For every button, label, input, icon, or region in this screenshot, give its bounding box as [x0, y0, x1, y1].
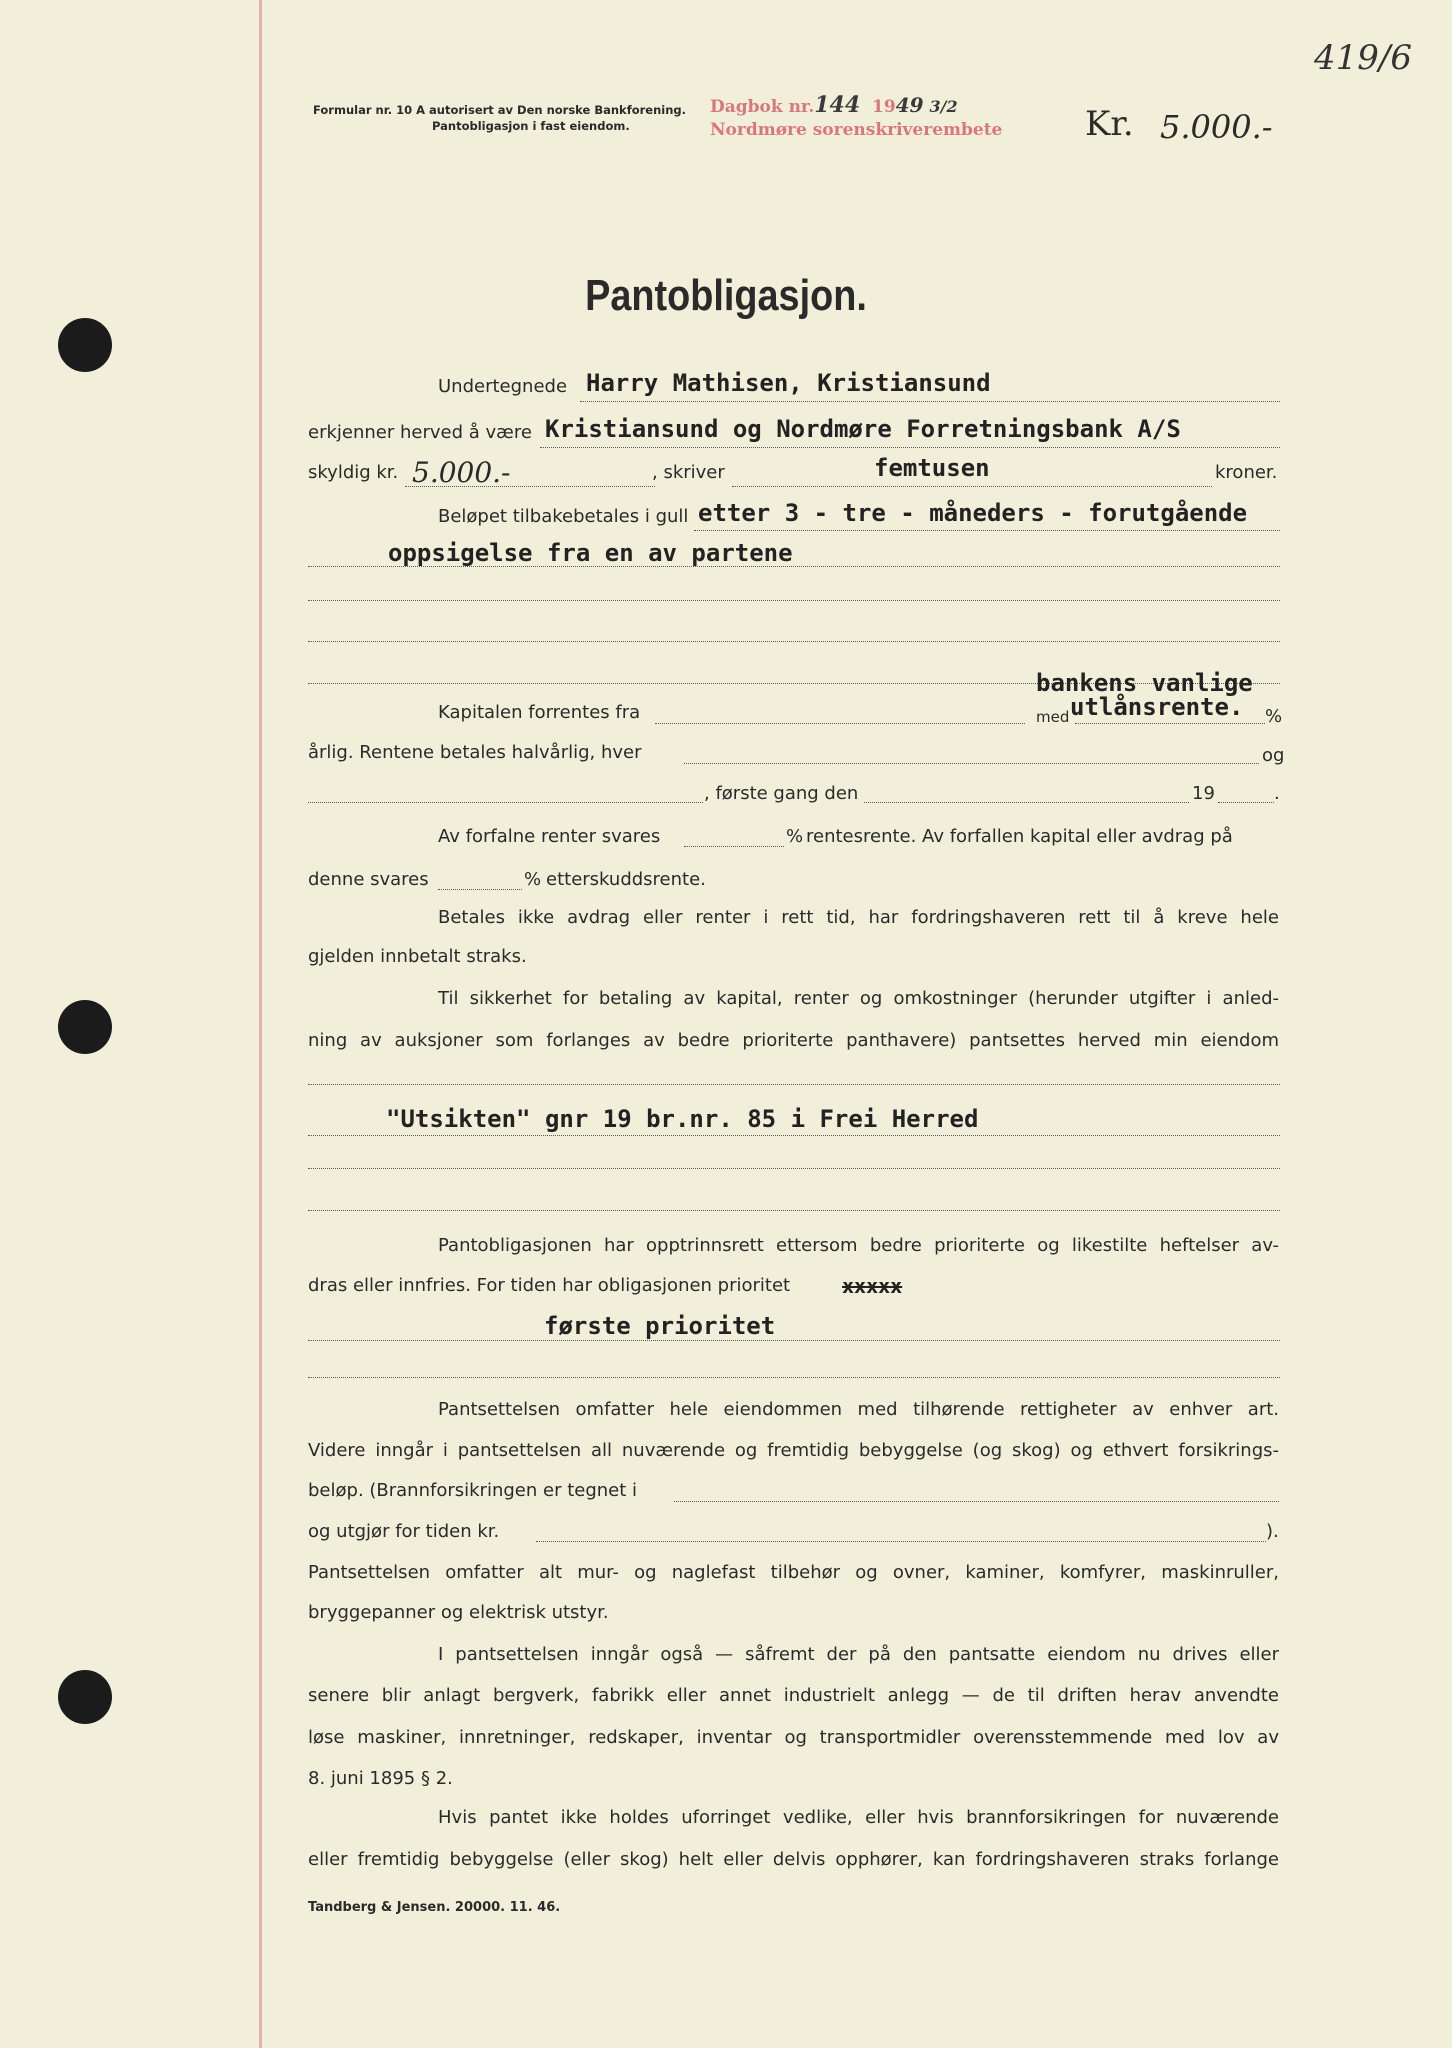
binder-hole-top — [58, 318, 112, 372]
denne-line — [438, 889, 522, 890]
sikkerhet-line2: ning av auksjoner som forlanges av bedre prioriterte panthavere) pantsettes herved min eiendom — [308, 1030, 1279, 1051]
rente-value-line2: utlånsrente. — [1070, 693, 1244, 721]
undertegnede-value: Harry Mathisen, Kristiansund — [586, 369, 991, 397]
forfalne-line — [684, 846, 784, 847]
prioritet-value: første prioritet — [544, 1312, 776, 1340]
stamp-office: Nordmøre sorenskriverembete — [710, 120, 1003, 140]
erkjenner-label: erkjenner herved å være — [308, 422, 532, 443]
skriver-line — [732, 486, 1212, 487]
forste-gang-label: , første gang den — [704, 783, 859, 804]
binder-hole-middle — [58, 1000, 112, 1054]
blank-line-1 — [308, 600, 1280, 601]
tilbake-label: Beløpet tilbakebetales i gull — [438, 506, 689, 527]
aarlig-line — [684, 763, 1259, 764]
eiendom-value: "Utsikten" gnr 19 br.nr. 85 i Frei Herred — [386, 1105, 979, 1133]
undertegnede-label: Undertegnede — [438, 376, 568, 397]
creditor-value: Kristiansund og Nordmøre Forretningsbank A/S — [545, 415, 1181, 443]
skriver-label: , skriver — [652, 462, 725, 483]
stamp-year-prefix: 19 — [872, 97, 896, 117]
opptrinn-line1: Pantobligasjonen har opptrinnsrett ettersom bedre prioriterte og likestilte heftelser av- — [438, 1235, 1279, 1256]
binder-hole-bottom — [58, 1670, 112, 1724]
stamp-dagbok-label: Dagbok nr. — [710, 97, 815, 117]
opptrinn-struck-text: xxxxx — [842, 1274, 903, 1298]
stamp-number: 144 — [814, 92, 861, 118]
forfalne-pct: % — [786, 826, 804, 847]
undertegnede-line — [580, 401, 1280, 402]
aarlig-label: årlig. Rentene betales halvårlig, hver — [308, 742, 642, 763]
form-note-line1: Formular nr. 10 A autorisert av Den norske Bankforening. — [313, 103, 686, 117]
forrentes-label: Kapitalen forrentes fra — [438, 702, 641, 723]
stamp-year-suffix: 49 — [895, 93, 924, 117]
med-label: med — [1036, 708, 1070, 726]
eiendom-line-c — [308, 1168, 1280, 1169]
creditor-line — [540, 447, 1280, 448]
rente-pct: % — [1265, 706, 1283, 727]
form-note-line2: Pantobligasjon i fast eiendom. — [432, 119, 630, 133]
tilbake-line1 — [694, 530, 1280, 531]
amount-header-label: Kr. — [1085, 104, 1134, 144]
forste-gang-line-b — [864, 802, 1189, 803]
mur-line1: Pantsettelsen omfatter alt mur- og naglefast tilbehør og ovner, kaminer, komfyrer, maskinruller, — [308, 1562, 1279, 1583]
kroner-label: kroner. — [1215, 462, 1278, 483]
amount-header-value: 5.000.- — [1160, 108, 1273, 146]
forste-gang-period: . — [1274, 783, 1280, 804]
forfalne-text-a: Av forfalne renter svares — [438, 826, 661, 847]
forste-gang-year-prefix: 19 — [1192, 783, 1215, 804]
denne-pct: % — [524, 869, 542, 890]
omfatter-line4: og utgjør for tiden kr. — [308, 1521, 500, 1542]
hvis-line1: Hvis pantet ikke holdes uforringet vedlike, eller hvis brannforsikringen for nuværende — [438, 1807, 1279, 1828]
skyldig-line — [405, 486, 655, 487]
printer-imprint: Tandberg & Jensen. 20000. 11. 46. — [308, 1900, 561, 1915]
inngaar-line2: senere blir anlagt bergverk, fabrikk eller annet industrielt anlegg — de til driften herav anvendte — [308, 1685, 1279, 1706]
mur-line2: bryggepanner og elektrisk utstyr. — [308, 1602, 609, 1623]
skriver-value: femtusen — [874, 454, 990, 482]
tilbake-value-line2: oppsigelse fra en av partene — [388, 539, 793, 567]
skyldig-value: 5.000.- — [412, 456, 511, 489]
tilbake-value-line1: etter 3 - tre - måneders - forutgående — [698, 499, 1248, 527]
forfalne-text-b: rentesrente. Av forfallen kapital eller avdrag på — [806, 826, 1233, 847]
omfatter-line3: beløp. (Brannforsikringen er tegnet i — [308, 1480, 638, 1501]
betales-line2: gjelden innbetalt straks. — [308, 946, 527, 967]
omfatter-line2: Videre inngår i pantsettelsen all nuværende og fremtidig bebyggelse (og skog) og ethvert forsikrings- — [308, 1440, 1279, 1461]
utgjor-line — [536, 1541, 1266, 1542]
registration-stamp-line1 — [710, 92, 958, 118]
betales-line1: Betales ikke avdrag eller renter i rett tid, har fordringshaveren rett til å kreve hele — [438, 907, 1279, 928]
forste-gang-line-c — [1218, 802, 1274, 803]
omfatter-line1: Pantsettelsen omfatter hele eiendommen med tilhørende rettigheter av enhver art. — [438, 1399, 1279, 1420]
og-label: og — [1262, 745, 1285, 766]
inngaar-line3: løse maskiner, innretninger, redskaper, inventar og transportmidler overensstemmende med lov av — [308, 1727, 1279, 1748]
tilbake-line2 — [308, 566, 1280, 567]
hvis-line2: eller fremtidig bebyggelse (eller skog) helt eller delvis opphører, kan fordringshaveren straks forlange — [308, 1849, 1279, 1870]
prioritet-line — [308, 1340, 1280, 1341]
document-title: Pantobligasjon. — [585, 271, 867, 320]
inngaar-line4: 8. juni 1895 § 2. — [308, 1768, 453, 1789]
rente-value-line1: bankens vanlige — [1036, 669, 1253, 697]
eiendom-line-a — [308, 1084, 1280, 1085]
eiendom-line-b — [308, 1135, 1280, 1136]
med-line — [1075, 723, 1265, 724]
blank-line-2 — [308, 641, 1280, 642]
eiendom-line-d — [308, 1210, 1280, 1211]
sikkerhet-line1: Til sikkerhet for betaling av kapital, renter og omkostninger (herunder utgifter i anled- — [438, 988, 1279, 1009]
page-number: 419/6 — [1314, 38, 1412, 78]
forste-gang-line-a — [308, 802, 703, 803]
prioritet-line-b — [308, 1377, 1280, 1378]
denne-text-b: etterskuddsrente. — [546, 869, 706, 890]
brannforsikring-line — [674, 1501, 1279, 1502]
skyldig-label: skyldig kr. — [308, 462, 399, 483]
forrentes-line — [655, 723, 1025, 724]
opptrinn-line2: dras eller innfries. For tiden har obligasjonen prioritet — [308, 1275, 791, 1296]
denne-text-a: denne svares — [308, 869, 429, 890]
inngaar-line1: I pantsettelsen inngår også — såfremt der på den pantsatte eiendom nu drives eller — [438, 1644, 1279, 1665]
close-paren: ). — [1266, 1521, 1279, 1542]
stamp-date: 3/2 — [929, 97, 958, 116]
